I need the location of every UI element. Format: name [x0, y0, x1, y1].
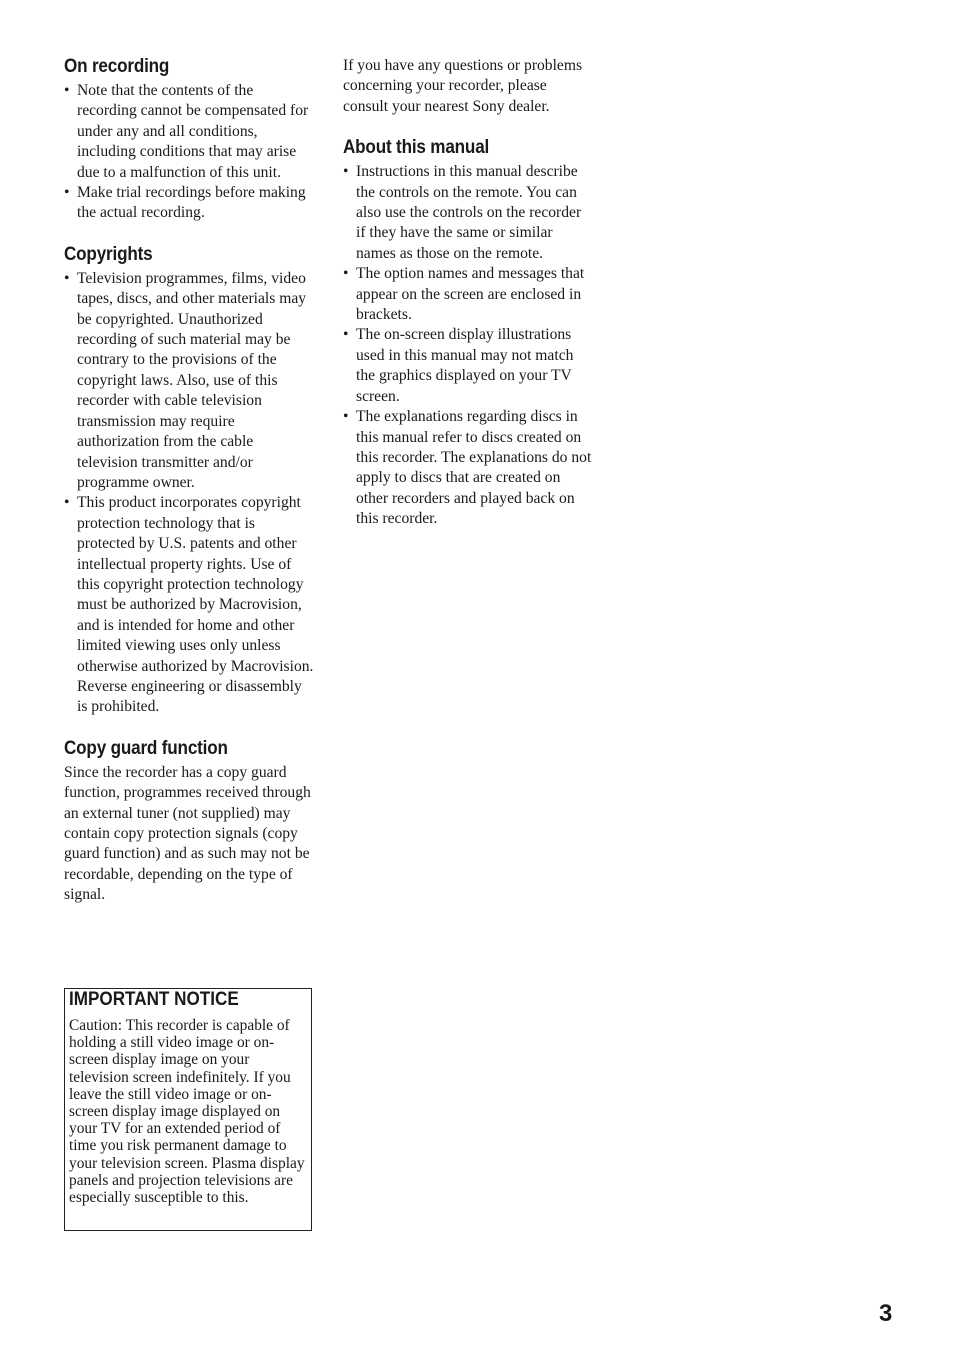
bullet-icon: •: [343, 408, 349, 426]
copyrights-list: [64, 269, 314, 718]
section-copyrights: [64, 244, 314, 718]
bullet-icon: •: [64, 494, 70, 512]
heading-about-manual: About this manual: [343, 137, 490, 159]
important-notice-heading: IMPORTANT NOTICE: [69, 989, 239, 1010]
right-column: [343, 56, 593, 550]
section-contact: [343, 56, 593, 117]
list-item: • The option names and messages that appear on the screen are enclosed in brackets.: [343, 265, 585, 324]
about-manual-list: [343, 162, 593, 529]
list-item: • The explanations regarding discs in this manual refer to discs created on this recorder. The explanations do not apply to discs that are created on other recorders and played back on this recorder.: [343, 408, 592, 528]
list-item: • This product incorporates copyright protection technology that is protected by U.S. patents and other intellectual property rights. Use of this copyright protection technology must be authorized by Macrovision, and is intended for home and other limited viewing uses only unless otherwise authorized by Macrovision. Reverse engineering or disassembly is prohibited.: [64, 494, 314, 716]
important-notice-text: Caution: This recorder is capable of holding a still video image or on-screen display image on your television screen indefinitely. If you leave the still video image or on-screen display image displayed on your TV for an extended period of time you risk permanent damage to your television screen. Plasma display panels and projection televisions are especially susceptible to this.: [69, 1017, 305, 1207]
list-item: • The on-screen display illustrations used in this manual may not match the graphics displayed on your TV screen.: [343, 326, 574, 405]
list-item: • Note that the contents of the recording cannot be compensated for under any and all conditions, including conditions that may arise due to a malfunction of this unit.: [64, 82, 309, 181]
heading-copy-guard: Copy guard function: [64, 737, 228, 759]
list-item: • Make trial recordings before making the actual recording.: [64, 184, 306, 222]
bullet-icon: •: [343, 326, 349, 344]
section-about-manual: [343, 137, 593, 529]
bullet-icon: •: [343, 163, 349, 181]
page-number: 3: [879, 1300, 893, 1327]
bullet-icon: •: [64, 82, 70, 99]
contact-text: If you have any questions or problems concerning your recorder, please consult your nearest Sony dealer.: [343, 57, 583, 115]
important-notice-box: [64, 988, 312, 1231]
bullet-icon: •: [64, 184, 70, 202]
heading-on-recording: On recording: [64, 56, 170, 77]
left-column: [64, 56, 314, 926]
on-recording-list: [64, 81, 314, 224]
copy-guard-text: Since the recorder has a copy guard function, programmes received through an external tuner (not supplied) may contain copy protection signals (copy guard function) and as such may not be recordable, depending on the type of signal.: [64, 763, 311, 904]
section-copy-guard: [64, 738, 314, 906]
heading-copyrights: Copyrights: [64, 243, 153, 265]
section-on-recording: [64, 56, 314, 224]
list-item: • Instructions in this manual describe the controls on the remote. You can also use the controls on the recorder if they have the same or similar names as those on the remote.: [343, 163, 582, 262]
list-item: • Television programmes, films, video tapes, discs, and other materials may be copyrighted. Unauthorized recording of such material may be contrary to the provisions of the copyright laws. Also, use of this recorder with cable television transmission may require authorization from the cable television transmitter and/or programme owner.: [64, 269, 307, 491]
bullet-icon: •: [343, 265, 349, 283]
bullet-icon: •: [64, 269, 70, 287]
